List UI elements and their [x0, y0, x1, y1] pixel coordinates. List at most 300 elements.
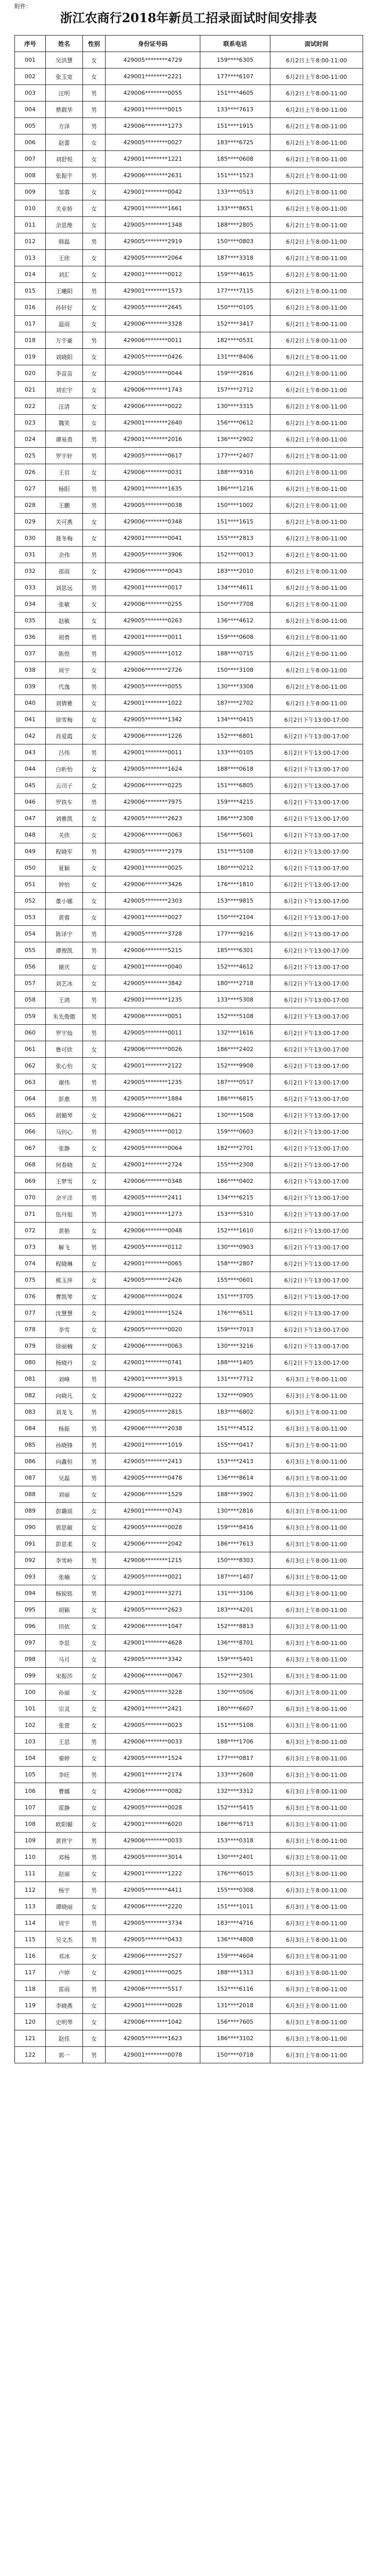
cell-gender: 女 [83, 975, 106, 992]
cell-serial: 085 [15, 1437, 46, 1453]
cell-serial: 117 [15, 1964, 46, 1981]
cell-interview-time: 6月2日下午13:00-17:00 [270, 1124, 363, 1140]
cell-id-number: 429001********1019 [106, 1437, 200, 1453]
cell-phone: 152****6116 [200, 1981, 270, 1997]
cell-serial: 044 [15, 761, 46, 777]
table-row [15, 1618, 363, 1635]
cell-id-number: 429006********2631 [106, 167, 200, 184]
cell-id-number: 429001********0015 [106, 101, 200, 118]
cell-interview-time: 6月2日上午8:00-11:00 [270, 382, 363, 398]
cell-id-number: 429001********0040 [106, 959, 200, 975]
cell-gender: 男 [83, 448, 106, 464]
table-row [15, 1800, 363, 1816]
cell-name: 王欣 [46, 250, 83, 266]
table-row [15, 1107, 363, 1124]
cell-interview-time: 6月2日下午13:00-17:00 [270, 1256, 363, 1272]
cell-serial: 077 [15, 1305, 46, 1321]
cell-serial: 018 [15, 332, 46, 349]
table-row [15, 646, 363, 662]
table-row [15, 1882, 363, 1899]
table-row [15, 316, 363, 332]
cell-interview-time: 6月3日上午8:00-11:00 [270, 1585, 363, 1602]
cell-phone: 131****3106 [200, 1585, 270, 1602]
cell-name: 赵敏 [46, 613, 83, 629]
cell-name: 万宇豪 [46, 332, 83, 349]
cell-interview-time: 6月2日上午8:00-11:00 [270, 415, 363, 431]
cell-gender: 女 [83, 728, 106, 744]
cell-id-number: 429005********1624 [106, 761, 200, 777]
cell-phone: 131****7712 [200, 1371, 270, 1387]
cell-gender: 女 [83, 1750, 106, 1767]
cell-serial: 004 [15, 101, 46, 118]
cell-serial: 009 [15, 184, 46, 200]
cell-interview-time: 6月2日下午13:00-17:00 [270, 942, 363, 959]
cell-phone: 186****7613 [200, 1536, 270, 1552]
cell-phone: 156****7605 [200, 2014, 270, 2030]
cell-serial: 084 [15, 1420, 46, 1437]
cell-id-number: 429005********0064 [106, 1140, 200, 1157]
cell-id-number: 429001********0042 [106, 184, 200, 200]
table-row [15, 1997, 363, 2014]
cell-interview-time: 6月2日下午13:00-17:00 [270, 744, 363, 761]
cell-interview-time: 6月3日上午8:00-11:00 [270, 1882, 363, 1899]
cell-phone: 177****0817 [200, 1750, 270, 1767]
cell-id-number: 429005********1012 [106, 646, 200, 662]
cell-phone: 176****6511 [200, 1305, 270, 1321]
cell-gender: 男 [83, 679, 106, 695]
cell-interview-time: 6月2日下午13:00-17:00 [270, 1091, 363, 1107]
cell-gender: 女 [83, 1684, 106, 1701]
cell-phone: 177****9216 [200, 926, 270, 942]
cell-interview-time: 6月3日上午8:00-11:00 [270, 2014, 363, 2030]
cell-interview-time: 6月2日上午8:00-11:00 [270, 316, 363, 332]
table-row [15, 876, 363, 893]
cell-interview-time: 6月3日上午8:00-11:00 [270, 1668, 363, 1684]
cell-phone: 159****0608 [200, 629, 270, 646]
table-row [15, 1453, 363, 1470]
cell-interview-time: 6月3日上午8:00-11:00 [270, 1964, 363, 1981]
cell-interview-time: 6月2日上午8:00-11:00 [270, 695, 363, 711]
cell-serial: 070 [15, 1190, 46, 1206]
cell-phone: 156****5601 [200, 827, 270, 843]
cell-name: 彭思柔 [46, 1536, 83, 1552]
cell-name: 刘汇 [46, 266, 83, 283]
cell-name: 夏颖 [46, 860, 83, 876]
cell-interview-time: 6月2日下午13:00-17:00 [270, 1025, 363, 1041]
table-row [15, 52, 363, 69]
cell-serial: 102 [15, 1717, 46, 1734]
cell-name: 宋振莎 [46, 1668, 83, 1684]
cell-gender: 女 [83, 662, 106, 679]
cell-id-number: 429006********3328 [106, 316, 200, 332]
cell-name: 曹凯琴 [46, 1289, 83, 1305]
cell-serial: 020 [15, 365, 46, 382]
table-row [15, 893, 363, 909]
cell-id-number: 429005********0027 [106, 134, 200, 151]
cell-serial: 064 [15, 1091, 46, 1107]
table-row [15, 843, 363, 860]
cell-serial: 105 [15, 1767, 46, 1783]
table-row [15, 1074, 363, 1091]
cell-serial: 046 [15, 794, 46, 810]
cell-interview-time: 6月2日下午13:00-17:00 [270, 1058, 363, 1074]
cell-id-number: 429005********0023 [106, 1717, 200, 1734]
table-row [15, 1866, 363, 1882]
table-row [15, 266, 363, 283]
cell-name: 张玉宽 [46, 69, 83, 85]
cell-id-number: 429001********0743 [106, 1503, 200, 1519]
table-row [15, 1223, 363, 1239]
table-row [15, 1041, 363, 1058]
table-row [15, 217, 363, 233]
table-row [15, 349, 363, 365]
cell-serial: 008 [15, 167, 46, 184]
cell-id-number: 429001********1221 [106, 151, 200, 167]
cell-gender: 男 [83, 992, 106, 1008]
cell-serial: 027 [15, 481, 46, 497]
table-row [15, 1519, 363, 1536]
cell-serial: 061 [15, 1041, 46, 1058]
cell-serial: 081 [15, 1371, 46, 1387]
cell-id-number: 429005********2815 [106, 1404, 200, 1420]
cell-name: 谭俊凯 [46, 942, 83, 959]
table-row [15, 1849, 363, 1866]
cell-phone: 156****0612 [200, 415, 270, 431]
cell-id-number: 429006********0063 [106, 1338, 200, 1354]
cell-phone: 185****0608 [200, 151, 270, 167]
cell-name: 宗灵 [46, 1701, 83, 1717]
cell-id-number: 429001********1661 [106, 200, 200, 217]
cell-name: 谢伟 [46, 1074, 83, 1091]
cell-name: 胡颖 [46, 1602, 83, 1618]
table-row [15, 101, 363, 118]
cell-serial: 092 [15, 1552, 46, 1569]
cell-name: 谭晓丽 [46, 1899, 83, 1915]
cell-gender: 女 [83, 1816, 106, 1833]
cell-gender: 女 [83, 1536, 106, 1552]
cell-interview-time: 6月2日下午13:00-17:00 [270, 1140, 363, 1157]
cell-gender: 女 [83, 514, 106, 530]
cell-serial: 099 [15, 1668, 46, 1684]
cell-id-number: 429006********2527 [106, 1948, 200, 1964]
table-row [15, 761, 363, 777]
cell-serial: 033 [15, 580, 46, 596]
cell-name: 魏笑 [46, 415, 83, 431]
cell-name: 肖爱霞 [46, 728, 83, 744]
cell-name: 赵丽 [46, 1866, 83, 1882]
cell-interview-time: 6月2日下午13:00-17:00 [270, 1190, 363, 1206]
cell-phone: 188****3902 [200, 1486, 270, 1503]
cell-id-number: 429006********0011 [106, 332, 200, 349]
table-row [15, 1767, 363, 1783]
cell-id-number: 429006********5517 [106, 1981, 200, 1997]
cell-phone: 182****2701 [200, 1140, 270, 1157]
cell-id-number: 429005********0478 [106, 1470, 200, 1486]
cell-interview-time: 6月3日上午8:00-11:00 [270, 1833, 363, 1849]
cell-serial: 109 [15, 1833, 46, 1849]
table-row [15, 365, 363, 382]
cell-phone: 186****1216 [200, 481, 270, 497]
cell-serial: 098 [15, 1651, 46, 1668]
cell-interview-time: 6月2日上午8:00-11:00 [270, 662, 363, 679]
cell-name: 向鑫恒 [46, 1453, 83, 1470]
cell-phone: 132****3312 [200, 1783, 270, 1800]
cell-phone: 155****0601 [200, 1272, 270, 1289]
cell-name: 程晓琳 [46, 1256, 83, 1272]
cell-name: 熊玉萍 [46, 1272, 83, 1289]
table-row [15, 1651, 363, 1668]
table-row [15, 415, 363, 431]
cell-id-number: 429001********1635 [106, 481, 200, 497]
table-row [15, 134, 363, 151]
cell-gender: 男 [83, 167, 106, 184]
cell-phone: 188****1313 [200, 1964, 270, 1981]
cell-gender: 女 [83, 1107, 106, 1124]
cell-serial: 071 [15, 1206, 46, 1223]
table-row [15, 1899, 363, 1915]
cell-interview-time: 6月3日上午8:00-11:00 [270, 1750, 363, 1767]
cell-interview-time: 6月3日上午8:00-11:00 [270, 1948, 363, 1964]
cell-id-number: 429001********4628 [106, 1635, 200, 1651]
cell-serial: 068 [15, 1157, 46, 1173]
table-row [15, 695, 363, 711]
cell-interview-time: 6月2日下午13:00-17:00 [270, 794, 363, 810]
cell-id-number: 429006********0255 [106, 596, 200, 613]
cell-interview-time: 6月2日下午13:00-17:00 [270, 1206, 363, 1223]
cell-serial: 080 [15, 1354, 46, 1371]
cell-gender: 女 [83, 810, 106, 827]
cell-serial: 111 [15, 1866, 46, 1882]
cell-phone: 180****0212 [200, 860, 270, 876]
cell-phone: 153****5310 [200, 1206, 270, 1223]
cell-id-number: 429006********1215 [106, 1552, 200, 1569]
cell-gender: 女 [83, 530, 106, 547]
cell-gender: 男 [83, 547, 106, 563]
cell-serial: 100 [15, 1684, 46, 1701]
table-row [15, 1272, 363, 1289]
cell-id-number: 429005********0021 [106, 1569, 200, 1585]
cell-gender: 女 [83, 959, 106, 975]
cell-id-number: 429006********0051 [106, 1008, 200, 1025]
cell-interview-time: 6月2日下午13:00-17:00 [270, 1107, 363, 1124]
cell-phone: 150****0803 [200, 233, 270, 250]
header-gender: 性别 [83, 36, 106, 52]
cell-name: 胡媚琴 [46, 1107, 83, 1124]
cell-gender: 女 [83, 1058, 106, 1074]
cell-id-number: 429005********0263 [106, 613, 200, 629]
table-row [15, 810, 363, 827]
cell-gender: 女 [83, 1272, 106, 1289]
table-header-row [15, 36, 363, 52]
cell-gender: 男 [83, 1190, 106, 1206]
cell-id-number: 429005********2426 [106, 1272, 200, 1289]
cell-serial: 023 [15, 415, 46, 431]
cell-interview-time: 6月3日上午8:00-11:00 [270, 1602, 363, 1618]
cell-interview-time: 6月3日上午8:00-11:00 [270, 1470, 363, 1486]
cell-gender: 女 [83, 1173, 106, 1190]
cell-phone: 180****6607 [200, 1701, 270, 1717]
table-row [15, 1387, 363, 1404]
cell-gender: 男 [83, 744, 106, 761]
cell-gender: 女 [83, 52, 106, 69]
cell-phone: 152****9908 [200, 1058, 270, 1074]
table-row [15, 563, 363, 580]
cell-id-number: 429006********7975 [106, 794, 200, 810]
header-phone: 联系电话 [200, 36, 270, 52]
cell-serial: 045 [15, 777, 46, 794]
cell-gender: 女 [83, 69, 106, 85]
cell-interview-time: 6月2日下午13:00-17:00 [270, 1041, 363, 1058]
cell-serial: 006 [15, 134, 46, 151]
cell-gender: 女 [83, 1668, 106, 1684]
cell-id-number: 429005********1235 [106, 1074, 200, 1091]
cell-interview-time: 6月3日上午8:00-11:00 [270, 1816, 363, 1833]
cell-interview-time: 6月2日下午13:00-17:00 [270, 1289, 363, 1305]
cell-interview-time: 6月3日上午8:00-11:00 [270, 1800, 363, 1816]
cell-phone: 152****4612 [200, 959, 270, 975]
cell-serial: 001 [15, 52, 46, 69]
cell-id-number: 429006********0043 [106, 563, 200, 580]
cell-gender: 女 [83, 1305, 106, 1321]
cell-gender: 女 [83, 134, 106, 151]
table-row [15, 1190, 363, 1206]
cell-gender: 男 [83, 1420, 106, 1437]
cell-gender: 男 [83, 332, 106, 349]
cell-id-number: 429006********0022 [106, 398, 200, 415]
table-row [15, 431, 363, 448]
cell-id-number: 429006********2220 [106, 1899, 200, 1915]
cell-interview-time: 6月2日上午8:00-11:00 [270, 299, 363, 316]
cell-gender: 女 [83, 398, 106, 415]
cell-gender: 男 [83, 629, 106, 646]
cell-id-number: 429006********1743 [106, 382, 200, 398]
table-row [15, 679, 363, 695]
cell-name: 云司子 [46, 777, 83, 794]
cell-serial: 094 [15, 1585, 46, 1602]
cell-id-number: 429006********2042 [106, 1536, 200, 1552]
cell-interview-time: 6月2日上午8:00-11:00 [270, 151, 363, 167]
cell-name: 彭璐瑶 [46, 1503, 83, 1519]
cell-gender: 男 [83, 431, 106, 448]
cell-phone: 132****0905 [200, 1387, 270, 1404]
table-row [15, 926, 363, 942]
table-row [15, 1552, 363, 1569]
table-row [15, 1173, 363, 1190]
cell-gender: 女 [83, 1651, 106, 1668]
cell-name: 孙晓锋 [46, 1437, 83, 1453]
cell-serial: 078 [15, 1321, 46, 1338]
cell-phone: 187****2702 [200, 695, 270, 711]
table-row [15, 250, 363, 266]
cell-serial: 036 [15, 629, 46, 646]
cell-serial: 101 [15, 1701, 46, 1717]
cell-gender: 男 [83, 118, 106, 134]
cell-phone: 134****4611 [200, 580, 270, 596]
cell-phone: 150****0105 [200, 299, 270, 316]
table-row [15, 1536, 363, 1552]
table-row [15, 1008, 363, 1025]
cell-gender: 男 [83, 843, 106, 860]
cell-phone: 133****7613 [200, 101, 270, 118]
cell-interview-time: 6月2日上午8:00-11:00 [270, 448, 363, 464]
cell-id-number: 429005********0012 [106, 1124, 200, 1140]
cell-serial: 016 [15, 299, 46, 316]
cell-phone: 133****5308 [200, 992, 270, 1008]
cell-id-number: 429001********2724 [106, 1157, 200, 1173]
cell-gender: 女 [83, 1602, 106, 1618]
cell-serial: 026 [15, 464, 46, 481]
table-row [15, 711, 363, 728]
cell-phone: 130****1508 [200, 1107, 270, 1124]
table-row [15, 1058, 363, 1074]
cell-name: 程晓军 [46, 843, 83, 860]
cell-interview-time: 6月2日上午8:00-11:00 [270, 233, 363, 250]
cell-gender: 女 [83, 1387, 106, 1404]
cell-interview-time: 6月2日下午13:00-17:00 [270, 1008, 363, 1025]
cell-serial: 091 [15, 1536, 46, 1552]
cell-name: 李雪岭 [46, 1552, 83, 1569]
cell-phone: 130****3308 [200, 679, 270, 695]
cell-name: 代逸 [46, 679, 83, 695]
cell-serial: 095 [15, 1602, 46, 1618]
cell-serial: 050 [15, 860, 46, 876]
cell-serial: 034 [15, 596, 46, 613]
table-row [15, 1668, 363, 1684]
cell-name: 关可燕 [46, 514, 83, 530]
cell-gender: 男 [83, 1371, 106, 1387]
cell-id-number: 429006********2038 [106, 1420, 200, 1437]
cell-interview-time: 6月2日下午13:00-17:00 [270, 926, 363, 942]
table-row [15, 1964, 363, 1981]
cell-id-number: 429001********3271 [106, 1585, 200, 1602]
cell-gender: 男 [83, 1008, 106, 1025]
cell-interview-time: 6月3日上午8:00-11:00 [270, 1915, 363, 1931]
cell-name: 赵佳 [46, 2030, 83, 2047]
cell-serial: 029 [15, 514, 46, 530]
cell-serial: 047 [15, 810, 46, 827]
cell-name: 余思维 [46, 217, 83, 233]
cell-phone: 153****0318 [200, 1833, 270, 1849]
cell-phone: 158****2807 [200, 1256, 270, 1272]
cell-gender: 女 [83, 217, 106, 233]
table-row [15, 1783, 363, 1800]
cell-phone: 130****3216 [200, 1338, 270, 1354]
cell-phone: 136****8701 [200, 1635, 270, 1651]
cell-serial: 108 [15, 1816, 46, 1833]
table-row [15, 448, 363, 464]
cell-id-number: 429001********0078 [106, 2047, 200, 2063]
cell-phone: 134****0415 [200, 711, 270, 728]
cell-serial: 114 [15, 1915, 46, 1931]
table-row [15, 1816, 363, 1833]
cell-phone: 150****8303 [200, 1552, 270, 1569]
cell-id-number: 429001********3913 [106, 1371, 200, 1387]
cell-id-number: 429006********0222 [106, 1387, 200, 1404]
cell-name: 王思 [46, 1734, 83, 1750]
cell-id-number: 429001********0027 [106, 909, 200, 926]
cell-id-number: 429006********0225 [106, 777, 200, 794]
table-row [15, 1305, 363, 1321]
cell-gender: 女 [83, 1948, 106, 1964]
cell-gender: 男 [83, 794, 106, 810]
cell-name: 雷静 [46, 1800, 83, 1816]
cell-gender: 女 [83, 1256, 106, 1272]
cell-phone: 151****1615 [200, 514, 270, 530]
cell-interview-time: 6月2日下午13:00-17:00 [270, 876, 363, 893]
cell-phone: 187****1407 [200, 1569, 270, 1585]
cell-id-number: 429006********1273 [106, 118, 200, 134]
cell-interview-time: 6月2日下午13:00-17:00 [270, 761, 363, 777]
